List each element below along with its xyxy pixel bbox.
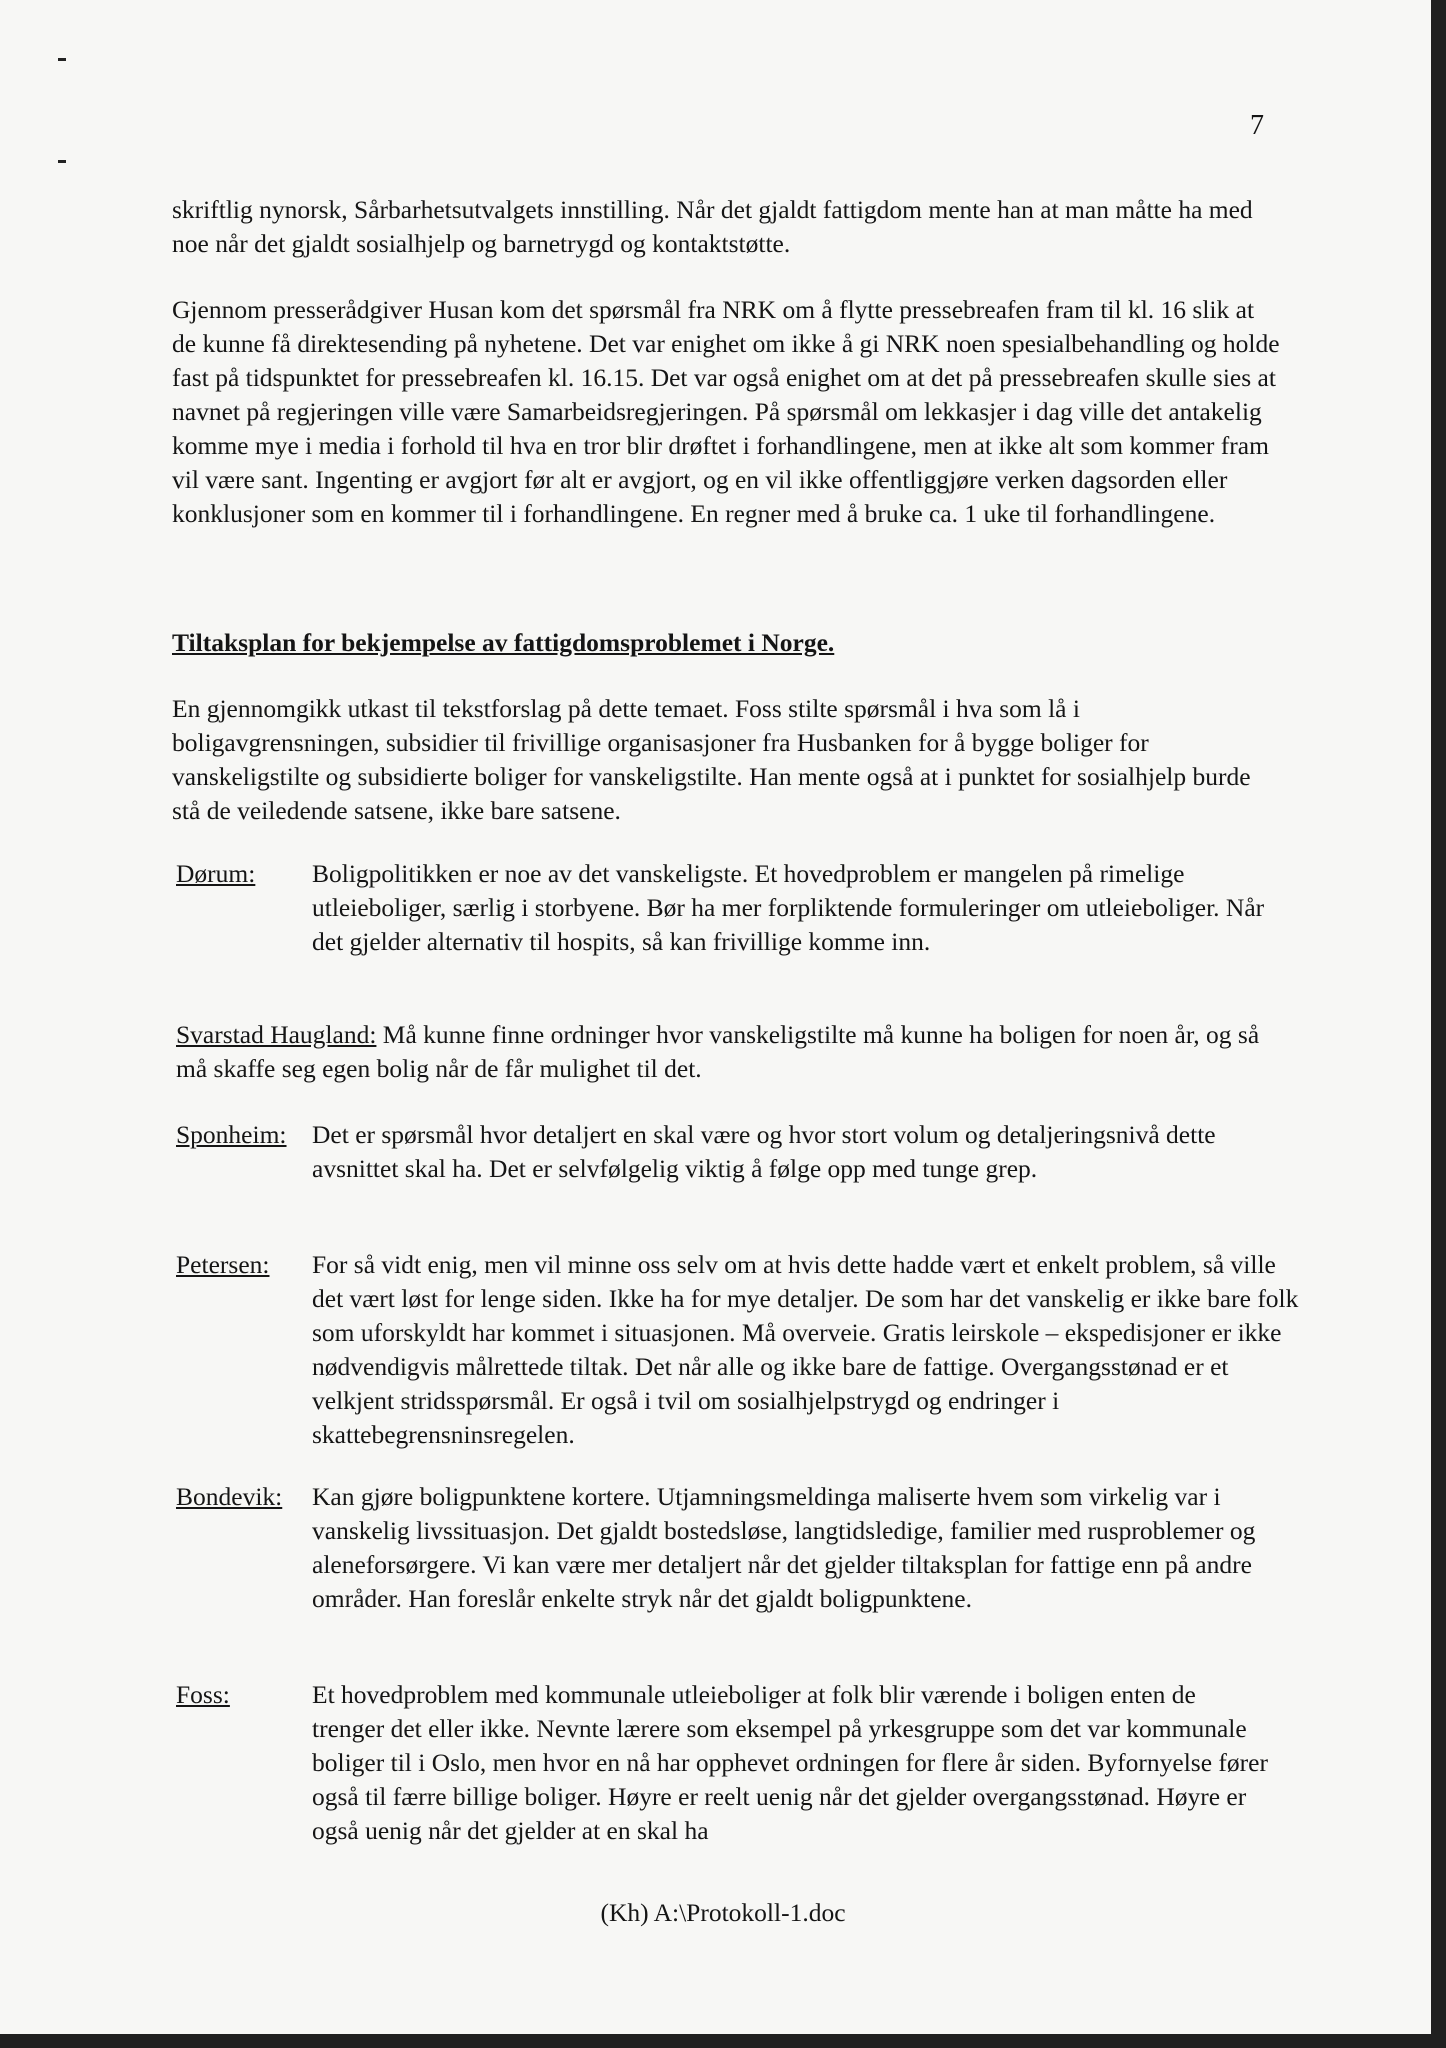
paragraph-2: Gjennom presserådgiver Husan kom det spørsmål fra NRK om å flytte pressebreafen fram til kl. 16 slik at de kunne få direktesending på nyhetene. Det var enighet om ikke å gi NRK noen spesialbehandling og holde fast på tidspunktet for pressebreafen kl. 16.15. Det var også enighet om at det på pressebreafen skulle sies at navnet på regjeringen ville være Samarbeidsregjeringen. På spørsmål om lekkasjer i dag ville det antakelig komme mye i media i forhold til hva en tror blir drøftet i forhandlingene, men at ikke alt som kommer fram vil være sant. Ingenting er avgjort før alt er avgjort, og en vil ikke offentliggjøre verken dagsorden eller konklusjoner som en kommer til i forhandlingene. En regner med å bruke ca. 1 uke til forhandlingene.	[172, 295, 1280, 528]
speaker-name: Sponheim:	[176, 1120, 287, 1149]
footer-filename: (Kh) A:\Protokoll-1.doc	[600, 1898, 846, 1927]
section-heading: Tiltaksplan for bekjempelse av fattigdomsproblemet i Norge.	[172, 628, 835, 657]
paragraph-1: skriftlig nynorsk, Sårbarhetsutvalgets innstilling. Når det gjaldt fattigdom mente han at man måtte ha med noe når det gjaldt sosialhjelp og barnetrygd og kontaktstøtte.	[172, 195, 1253, 258]
speaker-name: Petersen:	[176, 1250, 270, 1279]
speaker-text: Svarstad Haugland: Må kunne finne ordninger hvor vanskeligstilte må kunne ha boligen for noen år, og så må skaffe seg egen bolig når de får mulighet til det.	[176, 1020, 1260, 1083]
speaker-name: Bondevik:	[176, 1482, 283, 1511]
page-number: 7	[1250, 110, 1264, 141]
speaker-text: Kan gjøre boligpunktene kortere. Utjamningsmeldinga maliserte hvem som virkelig var i vanskelig livssituasjon. Det gjaldt bostedsløse, langtidsledige, familier med rusproblemer og aleneforsørgere. Vi kan være mer detaljert når det gjelder tiltaksplan for fattige enn på andre områder. Han foreslår enkelte stryk når det gjaldt boligpunktene.	[312, 1482, 1256, 1613]
speaker-text: For så vidt enig, men vil minne oss selv om at hvis dette hadde vært et enkelt problem, så ville det vært løst for lenge siden. Ikke ha for mye detaljer. De som har det vanskelig er ikke bare folk som uforskyldt har kommet i situasjonen. Må overveie. Gratis leirskole – ekspedisjoner er ikke nødvendigvis målrettede tiltak. Det når alle og ikke bare de fattige. Overgangsstønad er et velkjent stridsspørsmål. Er også i tvil om sosialhjelpstrygd og endringer i skattebegrensninsregelen.	[312, 1250, 1299, 1449]
paragraph-3: En gjennomgikk utkast til tekstforslag på dette temaet. Foss stilte spørsmål i hva som lå i boligavgrensningen, subsidier til frivillige organisasjoner fra Husbanken for å bygge boliger for vanskeligstilte og subsidierte boliger for vanskeligstilte. Han mente også at i punktet for sosialhjelp burde stå de veiledende satsene, ikke bare satsene.	[172, 694, 1251, 825]
speaker-text: Det er spørsmål hvor detaljert en skal være og hvor stort volum og detaljeringsnivå dette avsnittet skal ha. Det er selvfølgelig viktig å følge opp med tunge grep.	[312, 1120, 1216, 1183]
margin-mark	[58, 160, 66, 163]
speaker-text: Boligpolitikken er noe av det vanskeligste. Et hovedproblem er mangelen på rimelige utleieboliger, særlig i storbyene. Bør ha mer forpliktende formuleringer om utleieboliger. Når det gjelder alternativ til hospits, så kan frivillige komme inn.	[312, 859, 1265, 956]
speaker-text: Et hovedproblem med kommunale utleieboliger at folk blir værende i boligen enten de trenger det eller ikke. Nevnte lærere som eksempel på yrkesgruppe som det var kommunale boliger til i Oslo, men hvor en nå har opphevet ordningen for flere år siden. Byfornyelse fører også til færre billige boliger. Høyre er reelt uenig når det gjelder overgangsstønad. Høyre er også uenig når det gjelder at en skal ha	[312, 1680, 1268, 1845]
speaker-name: Dørum:	[176, 859, 256, 888]
speaker-name: Svarstad Haugland:	[176, 1020, 377, 1049]
speaker-name: Foss:	[176, 1680, 230, 1709]
margin-mark	[58, 58, 66, 61]
